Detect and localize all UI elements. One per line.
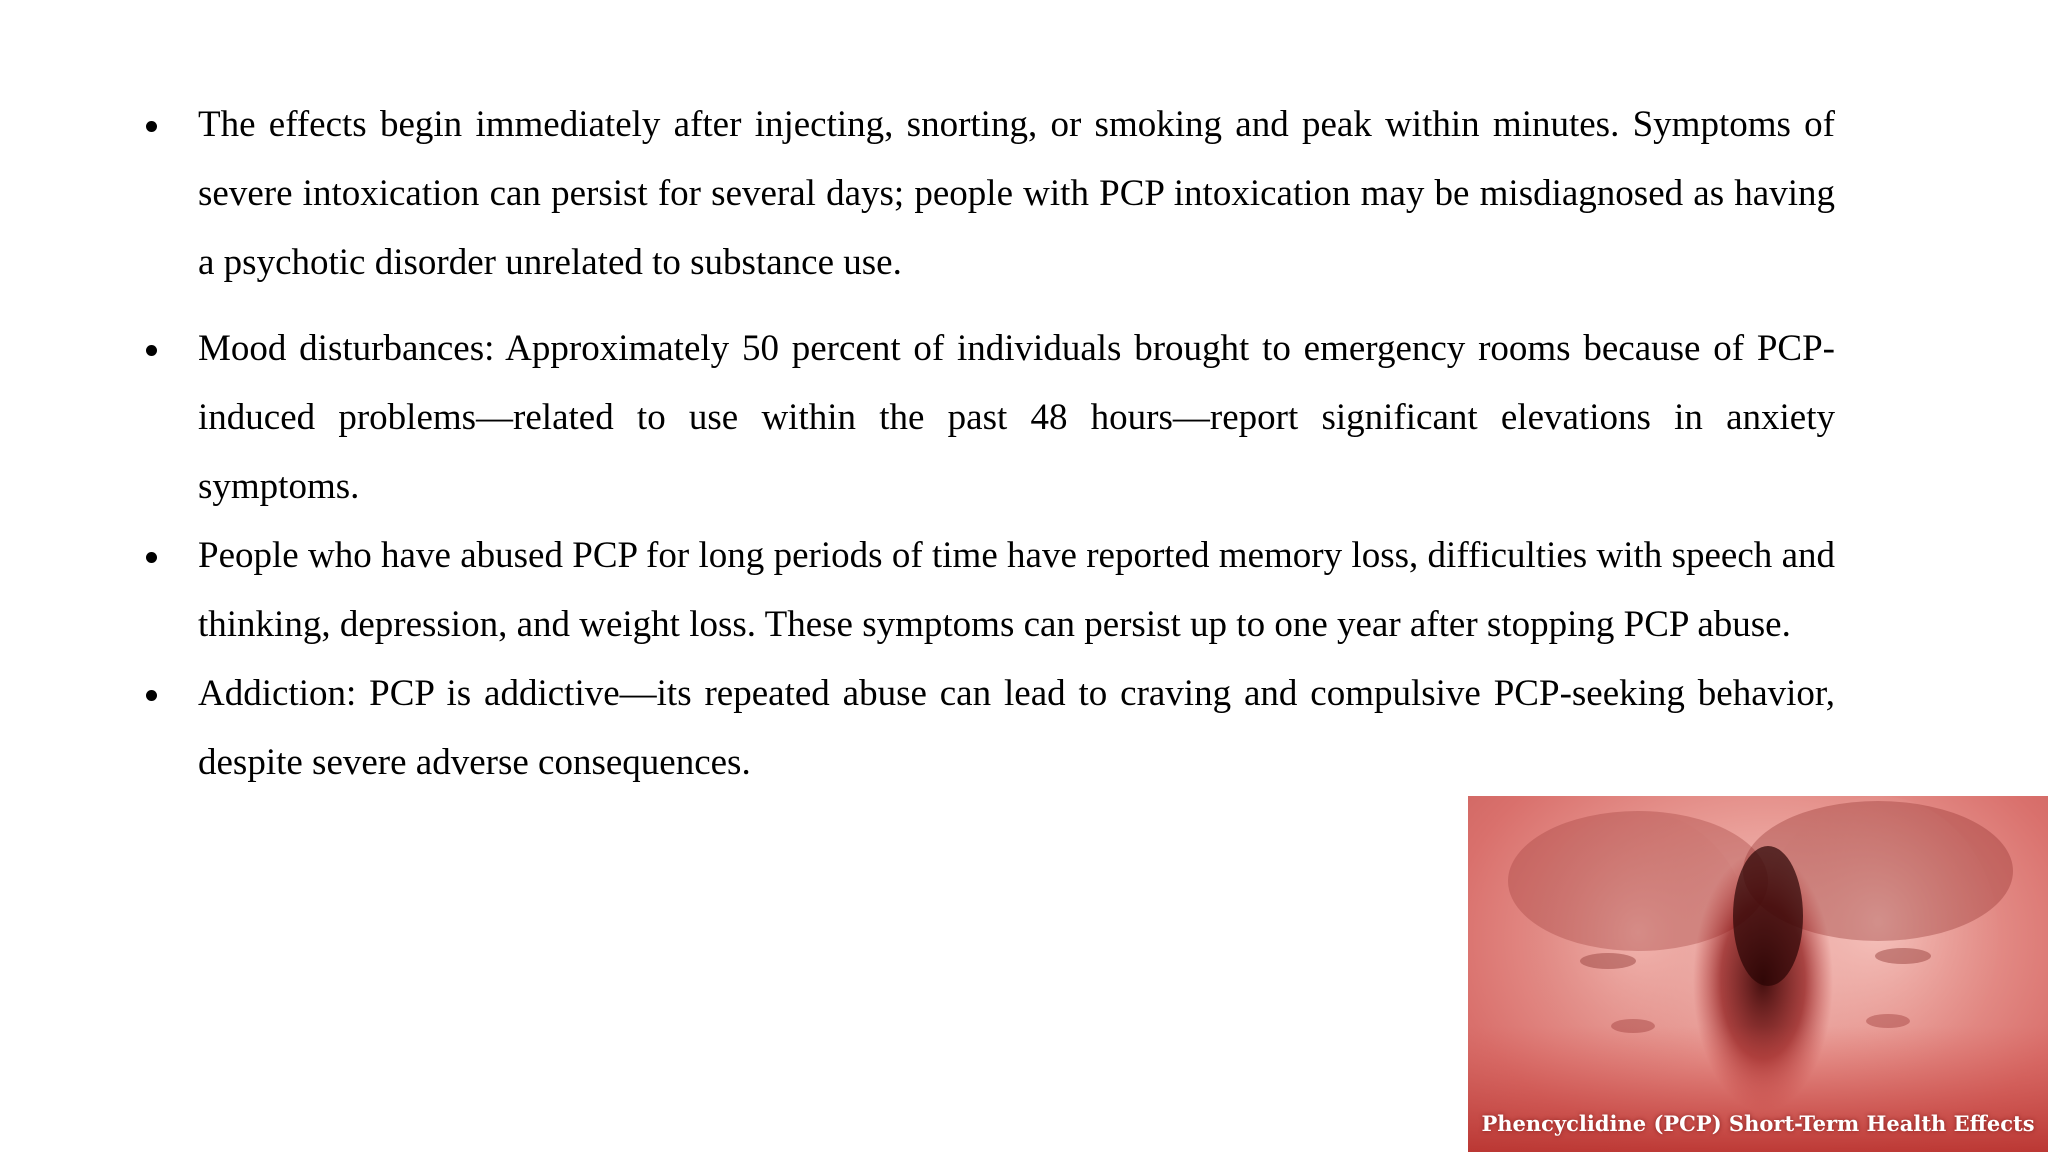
bullet-text: Addiction: PCP is addictive—its repeated abuse can lead to craving and compulsive PCP-seeking behavior, despite severe adverse consequences. — [198, 673, 1835, 783]
bullet-dot-icon — [146, 345, 157, 356]
bullet-dot-icon — [146, 552, 157, 563]
bullet-dot-icon — [146, 121, 157, 132]
photo-caption: Phencyclidine (PCP) Short-Term Health Effects — [1481, 1111, 2035, 1136]
bullet-text: People who have abused PCP for long periods of time have reported memory loss, difficulties with speech and thinking, depression, and weight loss. These symptoms can persist up to one year after stopping PCP abuse. — [198, 535, 1835, 645]
bullet-item — [140, 90, 1835, 297]
bullet-dot-icon — [146, 690, 157, 701]
bullet-text: The effects begin immediately after injecting, snorting, or smoking and peak within minutes. Symptoms of severe intoxication can persist for several days; people with PCP intoxication may be misdiagnosed as having a psychotic disorder unrelated to substance use. — [198, 104, 1835, 283]
bullet-text: Mood disturbances: Approximately 50 percent of individuals brought to emergency rooms because of PCP-induced problems—related to use within the past 48 hours—report significant elevations in anxiety symptoms. — [198, 328, 1835, 507]
blurred-faces-illustration — [1468, 796, 2048, 1152]
bullet-list — [140, 90, 1835, 797]
bullet-item — [140, 314, 1835, 521]
pcp-effects-photo — [1468, 796, 2048, 1152]
bullet-item — [140, 521, 1835, 659]
bullet-item — [140, 659, 1835, 797]
